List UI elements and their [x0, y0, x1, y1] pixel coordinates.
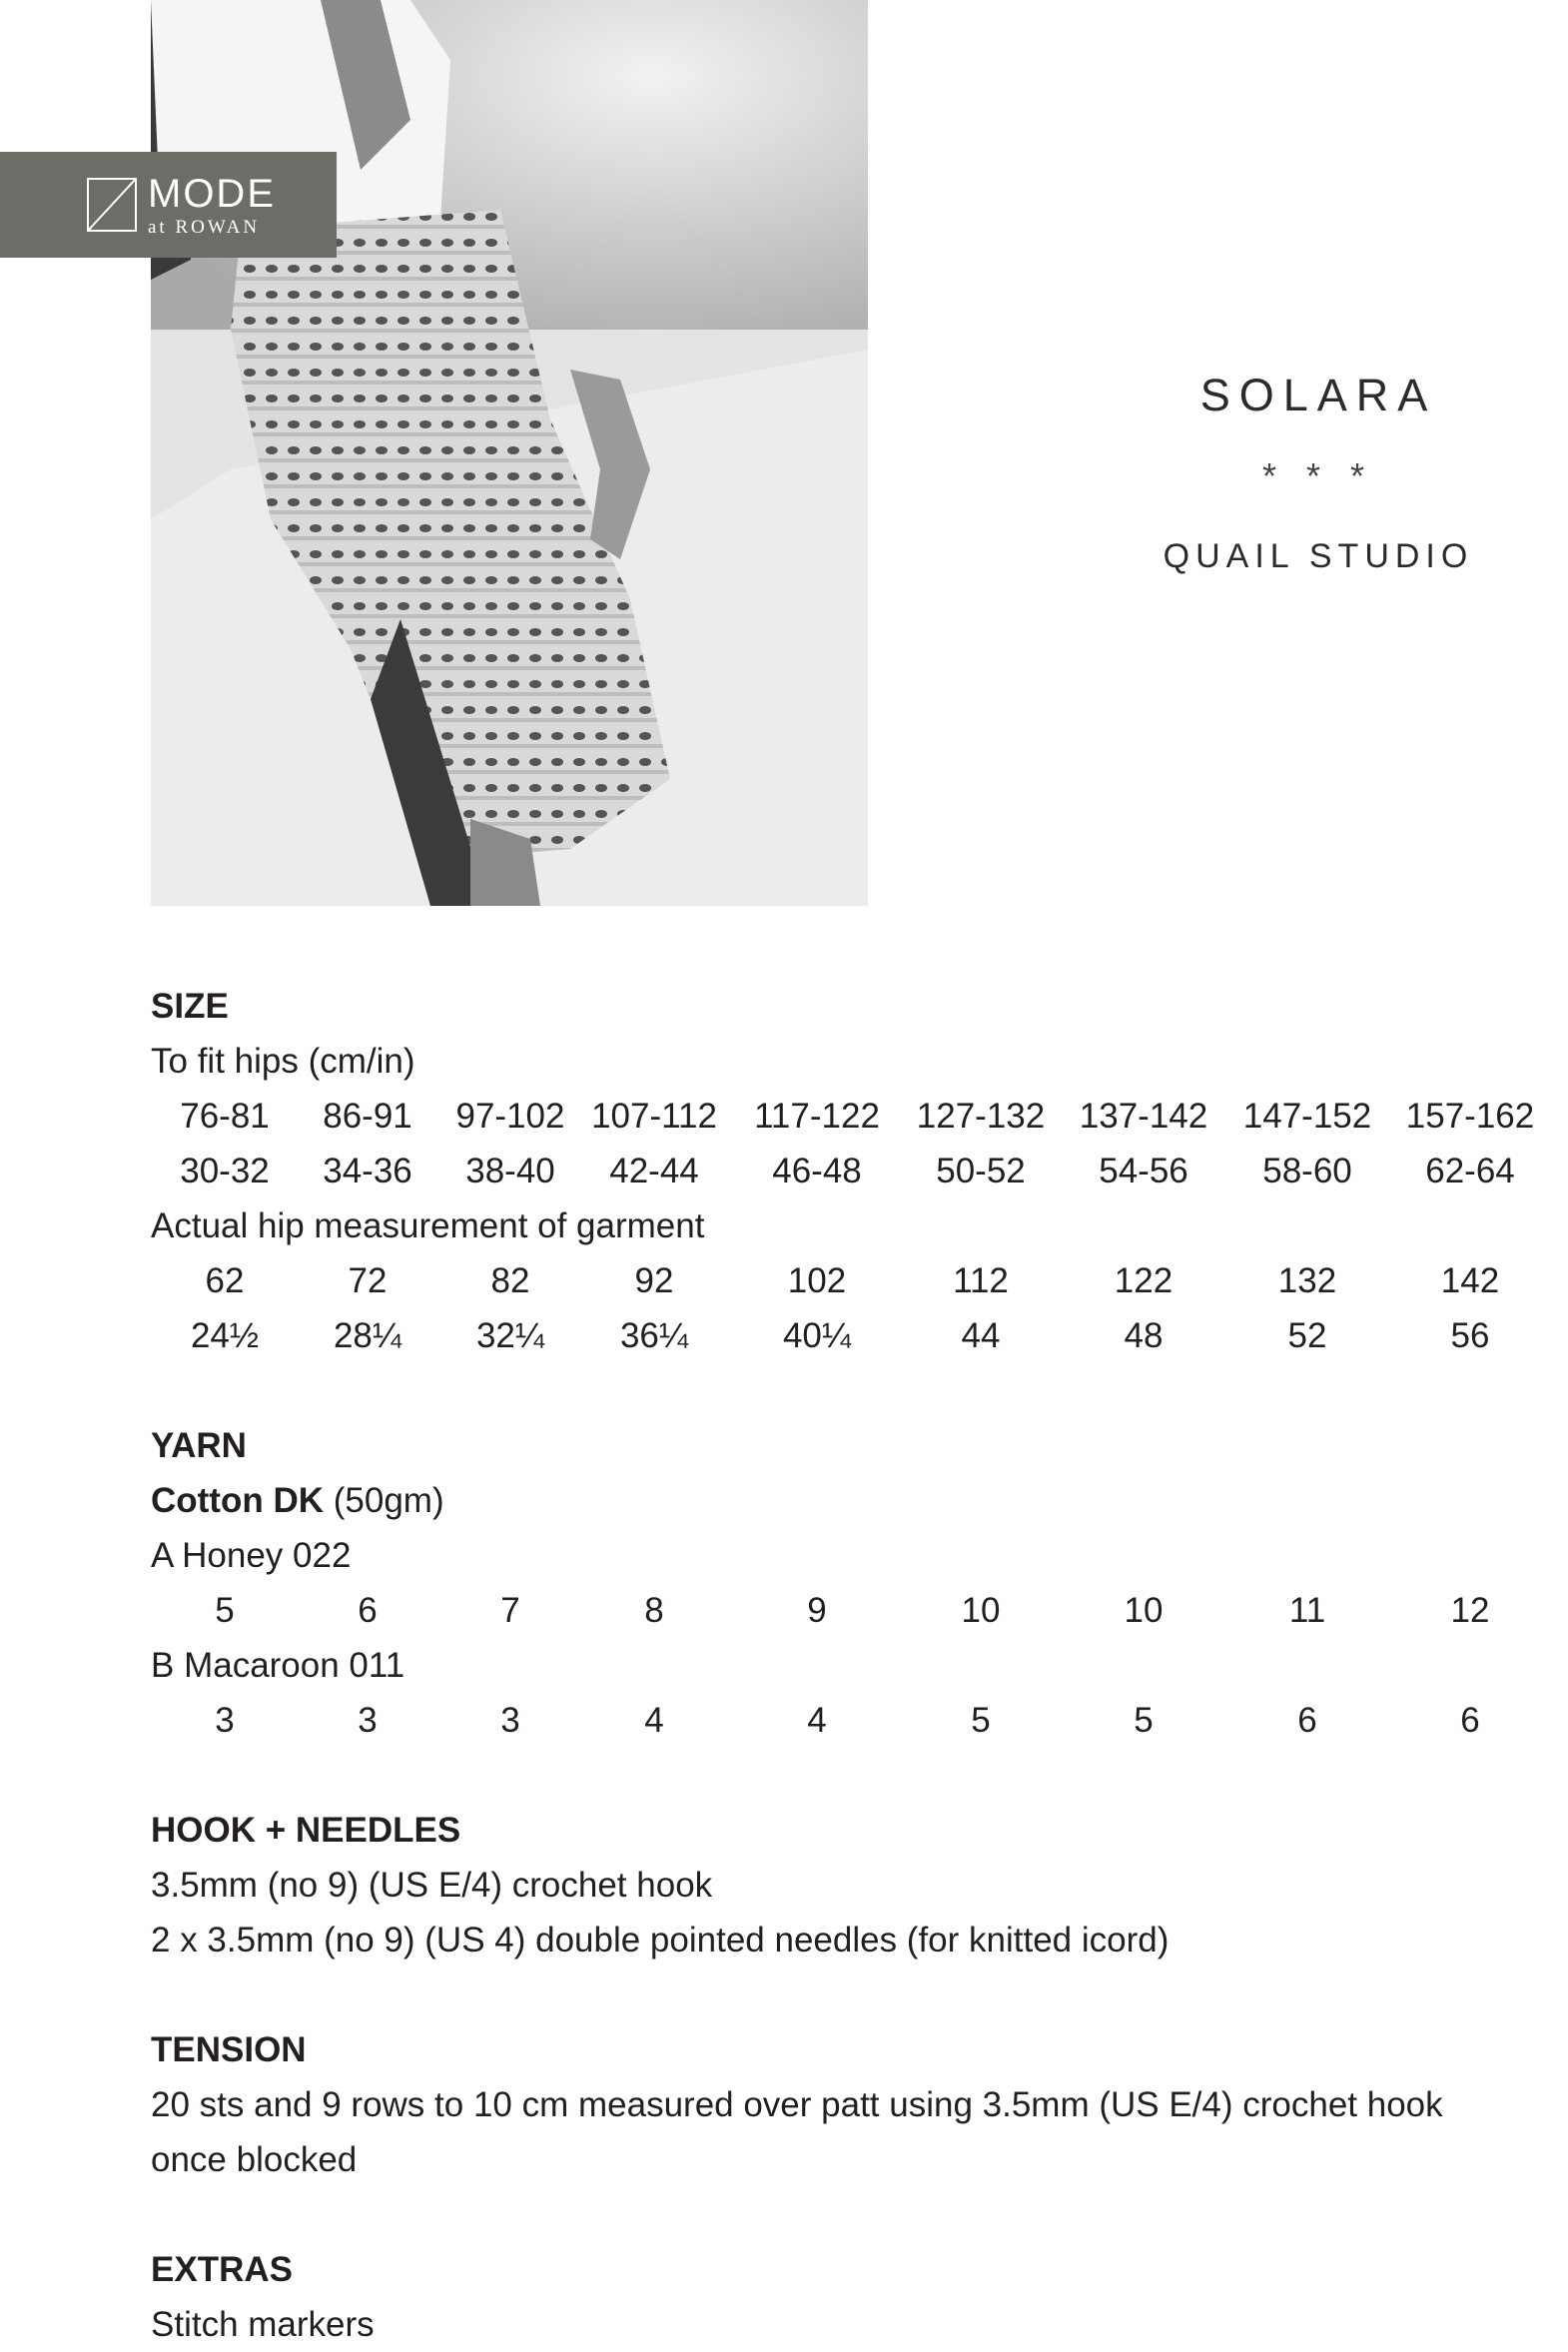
size-cell: 147-152 [1242, 1097, 1372, 1136]
size-cell: 9 [807, 1591, 827, 1630]
actual-label: Actual hip measurement of garment [151, 1206, 705, 1245]
size-cell: 12 [1450, 1591, 1490, 1630]
size-cell: 112 [953, 1261, 1009, 1300]
size-cell: 6 [1297, 1701, 1317, 1740]
size-cell: 132 [1277, 1261, 1337, 1300]
actual-cm-row [151, 1253, 1549, 1308]
size-cell: 40¼ [782, 1316, 852, 1355]
size-cell: 8 [644, 1591, 664, 1630]
size-cell: 10 [1124, 1591, 1164, 1630]
size-cell: 50-52 [936, 1152, 1026, 1190]
size-cell: 137-142 [1079, 1097, 1208, 1136]
size-cell: 30-32 [180, 1152, 270, 1190]
extras-line-1: Stitch markers [151, 2305, 375, 2344]
hooks-line-1: 3.5mm (no 9) (US E/4) crochet hook [151, 1866, 713, 1905]
yarn-name: Cotton DK [151, 1481, 325, 1520]
brand-logo [0, 152, 337, 258]
size-cell: 3 [215, 1701, 235, 1740]
size-cell: 62 [205, 1261, 245, 1300]
size-cell: 34-36 [323, 1152, 412, 1190]
yarn-a-label: A Honey 022 [151, 1536, 352, 1575]
size-heading: SIZE [151, 987, 229, 1026]
size-cell: 28¼ [333, 1316, 402, 1355]
size-cell: 157-162 [1405, 1097, 1535, 1136]
brand-name: MODE [148, 171, 276, 216]
hooks-line-2: 2 x 3.5mm (no 9) (US 4) double pointed needles (for knitted icord) [151, 1921, 1170, 1960]
star-separator: * * * [1261, 455, 1375, 496]
size-cell: 56 [1450, 1316, 1490, 1355]
tension-line-1: 20 sts and 9 rows to 10 cm measured over patt using 3.5mm (US E/4) crochet hook [151, 2085, 1443, 2124]
yarn-weight: (50gm) [333, 1481, 444, 1520]
size-cell: 36¼ [619, 1316, 689, 1355]
size-cell: 6 [1460, 1701, 1480, 1740]
size-cell: 3 [358, 1701, 378, 1740]
size-cell: 52 [1287, 1316, 1327, 1355]
size-cell: 4 [644, 1701, 664, 1740]
designer-name: QUAIL STUDIO [1163, 537, 1474, 575]
size-cell: 107-112 [591, 1097, 717, 1136]
actual-in-row [151, 1308, 1549, 1363]
size-cell: 117-122 [754, 1097, 880, 1136]
size-cell: 42-44 [609, 1152, 699, 1190]
model-photo-illustration [151, 0, 868, 906]
size-cell: 5 [1134, 1701, 1154, 1740]
size-cell: 6 [358, 1591, 378, 1630]
size-cell: 46-48 [772, 1152, 862, 1190]
size-cell: 76-81 [180, 1097, 270, 1136]
size-cell: 11 [1288, 1591, 1326, 1630]
size-cell: 127-132 [916, 1097, 1046, 1136]
size-cell: 62-64 [1425, 1152, 1515, 1190]
size-cell: 5 [971, 1701, 991, 1740]
size-cell: 54-56 [1099, 1152, 1188, 1190]
size-cell: 3 [500, 1701, 520, 1740]
size-cell: 4 [807, 1701, 827, 1740]
pattern-title: SOLARA [1199, 370, 1437, 420]
size-cell: 24½ [190, 1316, 260, 1355]
logo-mark-icon [86, 177, 138, 233]
yarn-b-row [151, 1693, 1549, 1748]
size-cell: 7 [500, 1591, 520, 1630]
pattern-details [151, 979, 1549, 2352]
fit-in-row [151, 1144, 1549, 1198]
size-cell: 58-60 [1262, 1152, 1352, 1190]
size-cell: 102 [787, 1261, 847, 1300]
size-cell: 48 [1124, 1316, 1164, 1355]
size-cell: 72 [348, 1261, 388, 1300]
yarn-name-line [151, 1473, 1549, 1528]
size-cell: 10 [961, 1591, 1001, 1630]
size-cell: 142 [1440, 1261, 1500, 1300]
fit-label: To fit hips (cm/in) [151, 1042, 415, 1081]
size-cell: 92 [634, 1261, 674, 1300]
size-cell: 38-40 [465, 1152, 555, 1190]
size-cell: 97-102 [455, 1097, 565, 1136]
size-cell: 122 [1114, 1261, 1174, 1300]
brand-sub: at ROWAN [148, 216, 261, 238]
fit-cm-row [151, 1089, 1549, 1144]
tension-line-2: once blocked [151, 2140, 358, 2179]
size-cell: 44 [961, 1316, 1001, 1355]
size-cell: 86-91 [323, 1097, 412, 1136]
size-cell: 32¼ [475, 1316, 545, 1355]
yarn-b-label: B Macaroon 011 [151, 1646, 405, 1685]
hooks-heading: HOOK + NEEDLES [151, 1811, 461, 1850]
title-block [1119, 370, 1518, 576]
extras-heading: EXTRAS [151, 2250, 293, 2289]
yarn-a-row [151, 1583, 1549, 1638]
size-cell: 5 [215, 1591, 235, 1630]
size-cell: 82 [490, 1261, 530, 1300]
model-photo [151, 0, 868, 906]
tension-heading: TENSION [151, 2030, 307, 2069]
yarn-heading: YARN [151, 1426, 247, 1465]
